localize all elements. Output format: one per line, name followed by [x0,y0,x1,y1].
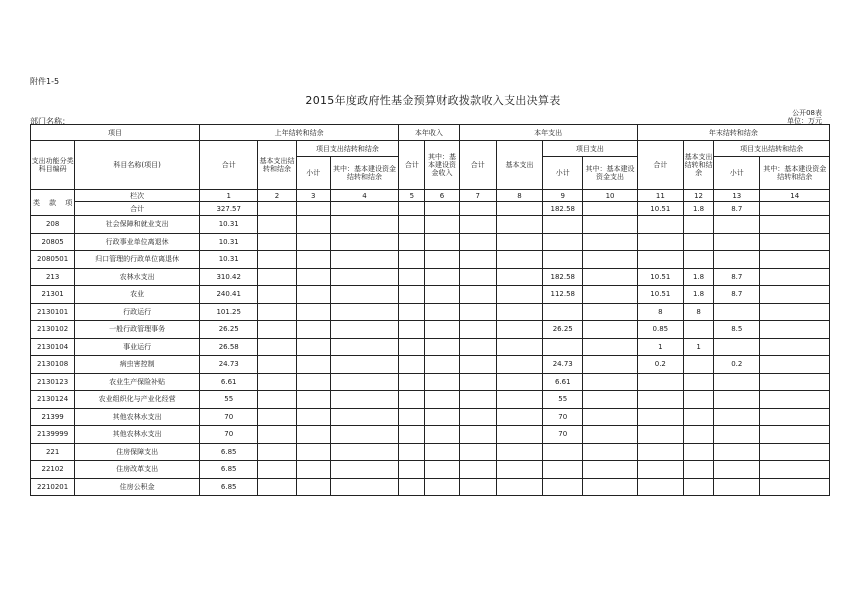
total-c9: 182.58 [543,202,583,216]
form-code: 公开08表 [792,109,822,117]
row-c11 [637,443,683,461]
row-code: 2130123 [31,373,75,391]
row-c11 [637,408,683,426]
row-c13 [714,338,760,356]
table-row [31,303,830,321]
row-c1: 6.85 [200,443,258,461]
row-c1: 70 [200,426,258,444]
total-c12: 1.8 [683,202,713,216]
row-c13 [714,408,760,426]
row-name: 其他农林水支出 [75,426,200,444]
header-subtotal-a: 小计 [296,157,330,190]
table-row [31,443,830,461]
col-num-10: 10 [583,190,637,202]
table-row [31,373,830,391]
row-c11: 1 [637,338,683,356]
row-c9: 112.58 [543,286,583,304]
row-code: 20805 [31,233,75,251]
row-name: 其他农林水支出 [75,408,200,426]
row-c11 [637,233,683,251]
row-name: 农林水支出 [75,268,200,286]
row-c1: 10.31 [200,251,258,269]
row-c13 [714,303,760,321]
row-c9 [543,338,583,356]
row-name: 住房公积金 [75,478,200,496]
col-num-14: 14 [760,190,830,202]
col-num-11: 11 [637,190,683,202]
row-c11 [637,373,683,391]
row-name: 农业 [75,286,200,304]
row-code: 2130108 [31,356,75,374]
row-c1: 6.61 [200,373,258,391]
col-num-12: 12 [683,190,713,202]
col-num-8: 8 [496,190,542,202]
row-c9 [543,233,583,251]
table-row [31,461,830,479]
total-label: 合计 [75,202,200,216]
row-c1: 240.41 [200,286,258,304]
row-c1: 24.73 [200,356,258,374]
row-c9: 55 [543,391,583,409]
row-c11: 0.85 [637,321,683,339]
header-subtotal-b: 小计 [543,157,583,190]
table-row [31,478,830,496]
row-c12 [683,478,713,496]
header-xiang: 项 [65,198,73,207]
row-code: 2130102 [31,321,75,339]
row-c12 [683,391,713,409]
col-num-1: 1 [200,190,258,202]
row-c13 [714,461,760,479]
row-c11: 0.2 [637,356,683,374]
row-c12 [683,356,713,374]
row-c9: 6.61 [543,373,583,391]
row-c12 [683,461,713,479]
row-c1: 10.31 [200,216,258,234]
row-c11 [637,461,683,479]
total-c11: 10.51 [637,202,683,216]
row-c1: 26.58 [200,338,258,356]
row-c13: 8.7 [714,268,760,286]
header-basic-balance-b: 基本支出结转和结余 [683,141,713,190]
row-code: 208 [31,216,75,234]
header-total-a: 合计 [200,141,258,190]
row-c12 [683,216,713,234]
row-c1: 101.25 [200,303,258,321]
row-c9 [543,461,583,479]
header-proj-balance-a: 项目支出结转和结余 [296,141,399,157]
col-num-3: 3 [296,190,330,202]
row-name: 归口管理的行政单位离退休 [75,251,200,269]
row-c13 [714,233,760,251]
row-c9 [543,303,583,321]
row-c12 [683,233,713,251]
header-end-balance: 年末结转和结余 [637,125,829,141]
row-c13: 0.2 [714,356,760,374]
row-c9: 26.25 [543,321,583,339]
header-item: 项目 [31,125,200,141]
row-c13: 8.7 [714,286,760,304]
row-name: 社会保障和就业支出 [75,216,200,234]
row-c13 [714,251,760,269]
header-total-d: 合计 [637,141,683,190]
header-func-code: 支出功能分类科目编码 [31,141,75,190]
row-c12 [683,408,713,426]
row-c11: 10.51 [637,268,683,286]
row-code: 2130124 [31,391,75,409]
table-row [31,286,830,304]
table-row [31,268,830,286]
table-row [31,356,830,374]
col-num-13: 13 [714,190,760,202]
row-c1: 55 [200,391,258,409]
row-c12 [683,426,713,444]
header-prev-balance: 上年结转和结余 [200,125,399,141]
header-lei: 类 [33,198,40,207]
row-name: 住房保障支出 [75,443,200,461]
row-code: 22102 [31,461,75,479]
row-c13: 8.5 [714,321,760,339]
row-name: 事业运行 [75,338,200,356]
row-c1: 70 [200,408,258,426]
header-basic-expense: 基本支出 [496,141,542,190]
row-c13 [714,443,760,461]
row-name: 住房改革支出 [75,461,200,479]
header-proj-expense: 项目支出 [543,141,638,157]
header-class-codes [31,190,75,216]
header-of-which-b: 其中：基本建设资金结转和结余 [760,157,830,190]
table-row [31,233,830,251]
header-of-which-exp: 其中：基本建设资金支出 [583,157,637,190]
header-basic-balance-a: 基本支出结转和结余 [258,141,296,190]
row-c11: 8 [637,303,683,321]
row-c12: 1.8 [683,268,713,286]
row-c9 [543,478,583,496]
header-total-c: 合计 [459,141,496,190]
row-code: 2130104 [31,338,75,356]
annex-label: 附件1-5 [30,77,60,86]
table-row [31,216,830,234]
department-label: 部门名称： [30,117,70,126]
row-name: 病虫害控制 [75,356,200,374]
row-code: 213 [31,268,75,286]
row-c13 [714,478,760,496]
page-title: 2015年度政府性基金预算财政拨款收入支出决算表 [305,94,561,107]
row-c9 [543,251,583,269]
table-row [31,426,830,444]
header-income: 本年收入 [399,125,459,141]
total-row [31,202,830,216]
row-c9 [543,216,583,234]
row-code: 2130101 [31,303,75,321]
header-of-which-income: 其中：基本建设资金收入 [425,141,459,190]
row-c11 [637,251,683,269]
row-code: 2210201 [31,478,75,496]
row-c11 [637,216,683,234]
col-num-2: 2 [258,190,296,202]
row-c13 [714,426,760,444]
row-c13 [714,373,760,391]
total-c1: 327.57 [200,202,258,216]
row-c9 [543,443,583,461]
row-c12 [683,251,713,269]
header-expense: 本年支出 [459,125,637,141]
header-of-which-a: 其中：基本建设资金结转和结余 [330,157,398,190]
row-c11 [637,426,683,444]
row-name: 农业组织化与产业化经营 [75,391,200,409]
row-c13 [714,216,760,234]
row-c11: 10.51 [637,286,683,304]
row-code: 21301 [31,286,75,304]
header-proj-balance-b: 项目支出结转和结余 [714,141,830,157]
row-c1: 6.85 [200,478,258,496]
col-num-6: 6 [425,190,459,202]
row-c11 [637,391,683,409]
row-c1: 310.42 [200,268,258,286]
row-name: 行政事业单位离退休 [75,233,200,251]
header-row-index: 栏次 [75,190,200,202]
header-subtotal-c: 小计 [714,157,760,190]
row-c1: 6.85 [200,461,258,479]
row-name: 行政运行 [75,303,200,321]
row-code: 2139999 [31,426,75,444]
row-c9: 70 [543,426,583,444]
row-code: 221 [31,443,75,461]
unit-label: 单位：万元 [787,117,822,125]
table-row [31,251,830,269]
row-c9: 182.58 [543,268,583,286]
row-c12 [683,373,713,391]
col-num-4: 4 [330,190,398,202]
header-kuan: 款 [49,198,57,207]
table-row [31,391,830,409]
table-row [31,408,830,426]
row-c13 [714,391,760,409]
budget-table [30,124,830,496]
row-c12: 8 [683,303,713,321]
row-c12 [683,321,713,339]
total-c13: 8.7 [714,202,760,216]
row-name: 一般行政管理事务 [75,321,200,339]
header-subject-name: 科目名称(项目) [75,141,200,190]
row-c12: 1.8 [683,286,713,304]
row-name: 农业生产保险补贴 [75,373,200,391]
row-c1: 10.31 [200,233,258,251]
row-c1: 26.25 [200,321,258,339]
row-code: 21399 [31,408,75,426]
row-c9: 70 [543,408,583,426]
col-num-9: 9 [543,190,583,202]
row-c11 [637,478,683,496]
col-num-7: 7 [459,190,496,202]
row-c9: 24.73 [543,356,583,374]
row-c12: 1 [683,338,713,356]
table-row [31,321,830,339]
col-num-5: 5 [399,190,425,202]
table-row [31,338,830,356]
row-code: 2080501 [31,251,75,269]
row-c12 [683,443,713,461]
header-total-b: 合计 [399,141,425,190]
